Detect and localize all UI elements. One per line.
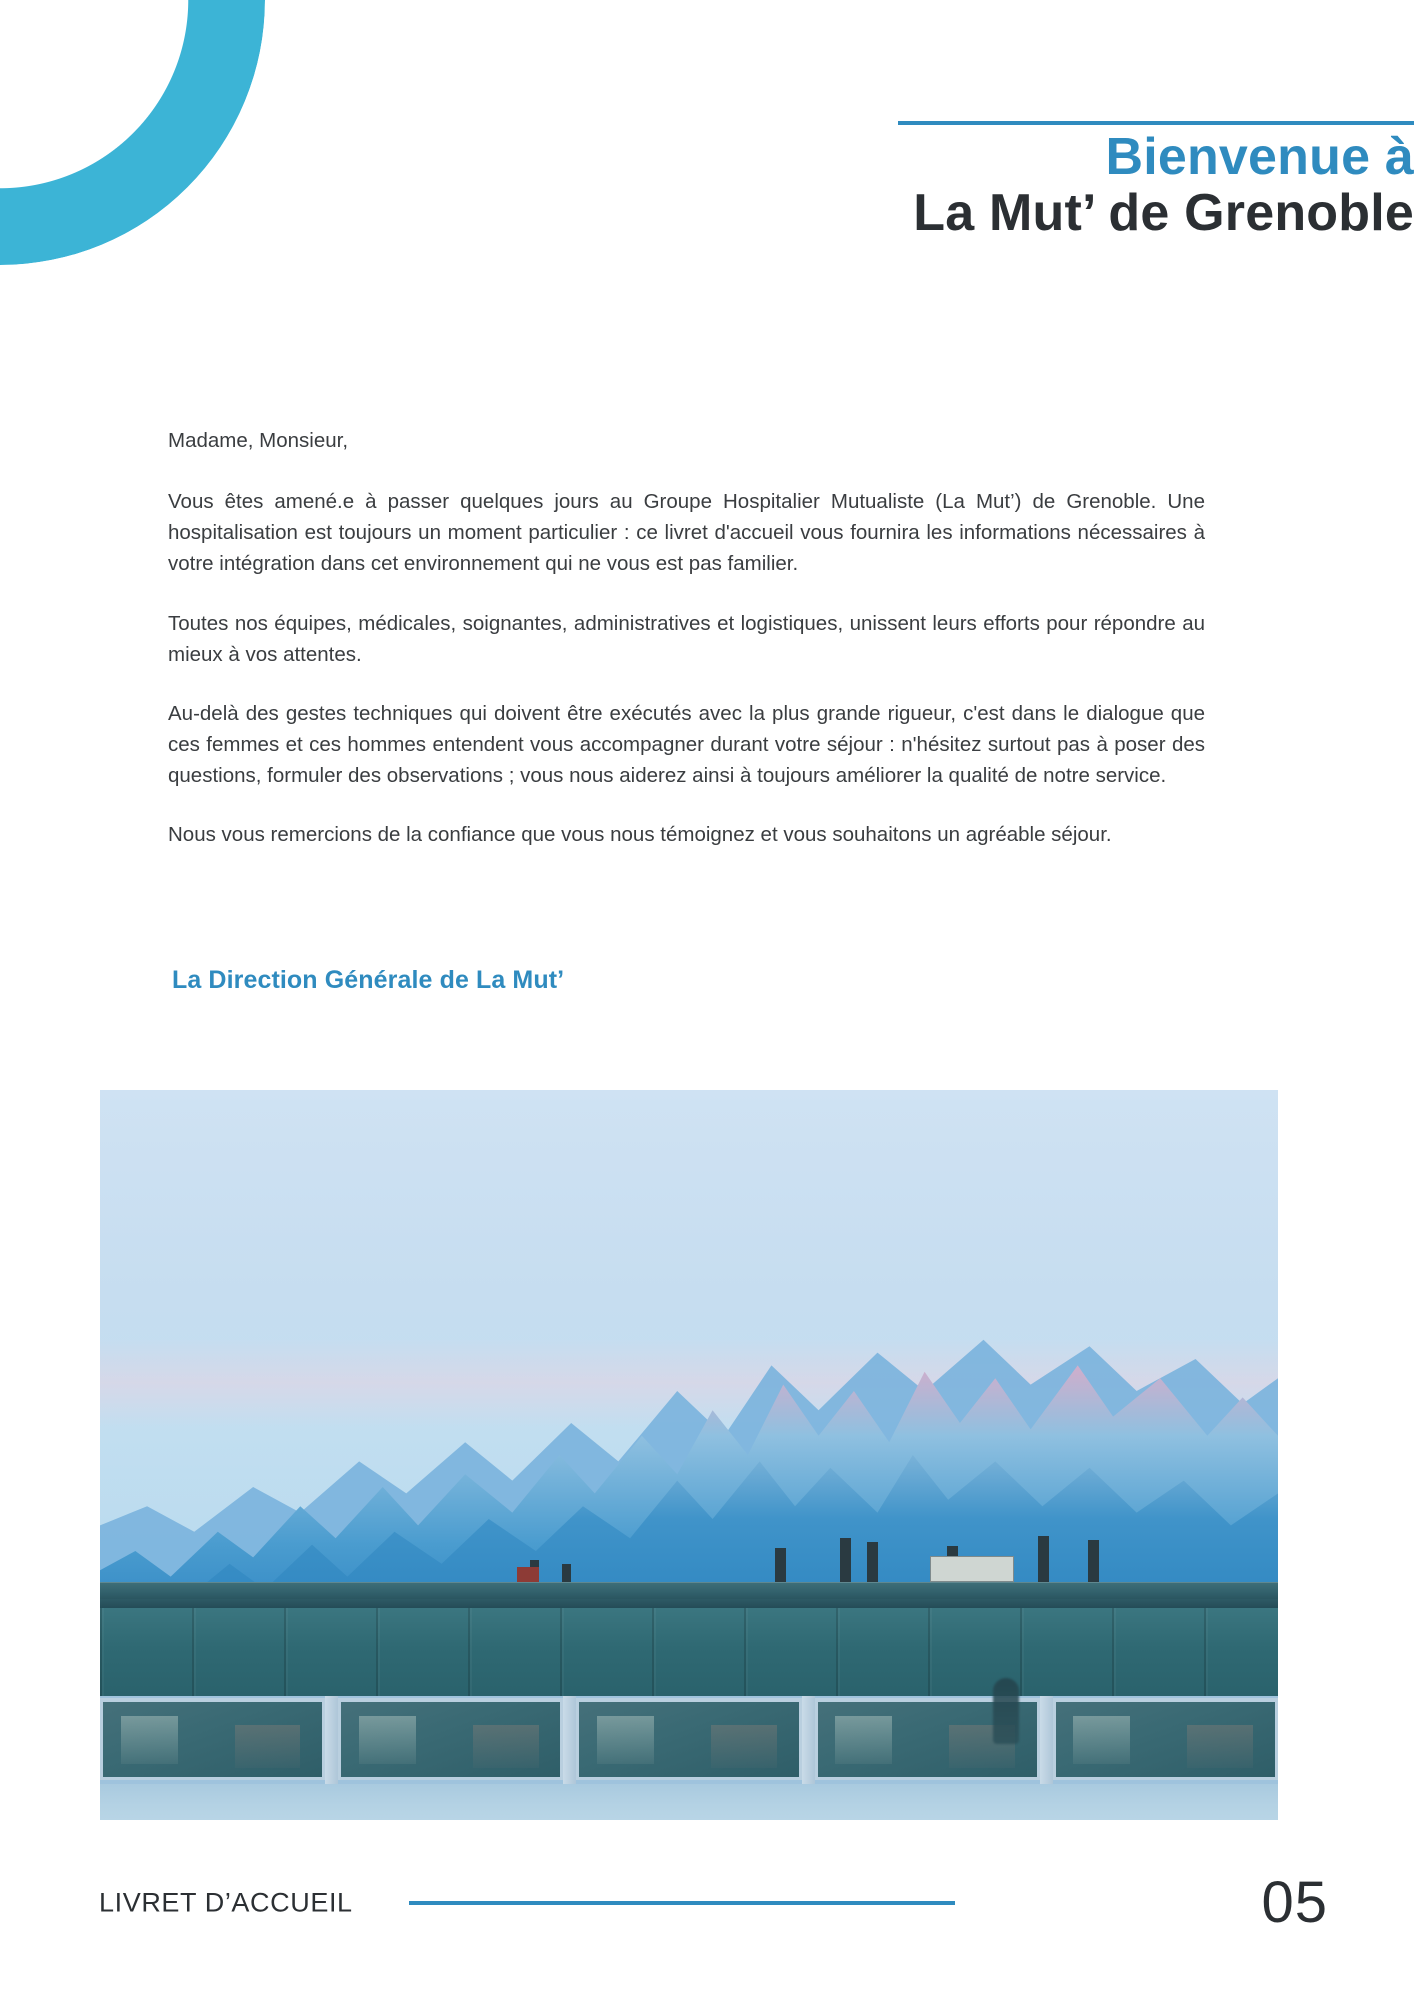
- photo-window-mullion: [1040, 1696, 1053, 1786]
- photo-roof-red-box: [517, 1567, 539, 1582]
- photo-building-cladding: [100, 1608, 1278, 1696]
- letter-paragraph-4: Nous vous remercions de la confiance que vous nous témoignez et vous souhaitons un agréable séjour.: [168, 823, 1112, 847]
- photo-building-base-wall: [100, 1784, 1278, 1820]
- letter-signature: La Direction Générale de La Mut’: [172, 966, 565, 994]
- photo-window-mullion: [325, 1696, 338, 1786]
- photo-roof-vent-box: [930, 1556, 1014, 1582]
- letter-paragraph-2: Toutes nos équipes, médicales, soignantes, administratives et logistiques, unissent leurs efforts pour répondre au mieux à vos attentes.: [168, 611, 1205, 666]
- page-title-line-1: Bienvenue à: [1105, 128, 1414, 186]
- page-title: [234, 130, 1414, 241]
- photo-window-mullion: [563, 1696, 576, 1786]
- footer-rule: [409, 1901, 955, 1905]
- letter-body: [168, 425, 1205, 851]
- letter-paragraph-1: Vous êtes amené.e à passer quelques jours au Groupe Hospitalier Mutualiste (La Mut’) de Grenoble. Une hospitalisation est toujours un moment particulier : ce livret d'accueil vous fournira les informations nécessaires à votre intégration dans cet environnement qui ne vous est pas familier.: [168, 490, 1205, 576]
- photo-building: [100, 1582, 1278, 1820]
- photo-window: [576, 1698, 801, 1780]
- letter-salutation: Madame, Monsieur,: [168, 429, 349, 452]
- footer-label: LIVRET D’ACCUEIL: [99, 1887, 353, 1918]
- page-number: 05: [1261, 1870, 1328, 1935]
- photo-person-silhouette: [993, 1678, 1019, 1744]
- header-rule: [898, 121, 1414, 125]
- page-title-line-2: La Mut’ de Grenoble: [913, 184, 1414, 243]
- building-mountains-photo: [100, 1090, 1278, 1820]
- photo-building-parapet: [100, 1582, 1278, 1599]
- letter-paragraph-3: Au-delà des gestes techniques qui doivent être exécutés avec la plus grande rigueur, c'est dans le dialogue que ces femmes et ces hommes entendent vous accompagner durant votre séjour : n'hésitez surtout pas à poser des questions, formuler des observations ; vous nous aiderez ainsi à toujours améliorer la qualité de notre service.: [168, 701, 1205, 788]
- photo-window: [1053, 1698, 1278, 1780]
- photo-window: [100, 1698, 325, 1780]
- photo-window: [338, 1698, 563, 1780]
- photo-window-mullion: [802, 1696, 815, 1786]
- photo-building-window-row: [100, 1696, 1278, 1786]
- photo-roof-chimneys: [100, 1524, 1278, 1582]
- decorative-quarter-ring: [0, 0, 265, 265]
